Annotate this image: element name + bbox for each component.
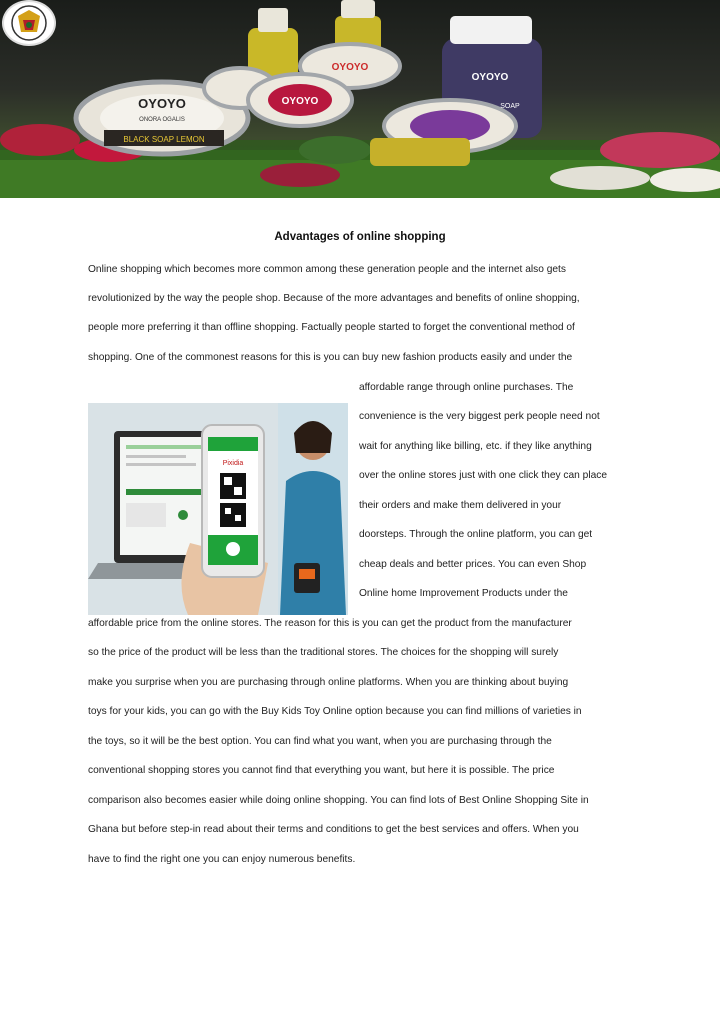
- svg-text:BLACK SOAP LEMON: BLACK SOAP LEMON: [123, 135, 205, 144]
- paragraph-line: comparison also becomes easier while doing online shopping. You can find lots of Best Online Shopping Site in: [88, 795, 589, 806]
- paragraph-line: make you surprise when you are purchasing through online platforms. When you are thinking about buying: [88, 677, 569, 688]
- paragraph-line: the toys, so it will be the best option. You can find what you want, when you are purchasing through the: [88, 736, 552, 747]
- svg-text:OYOYO: OYOYO: [138, 96, 186, 111]
- paragraph-line: people more preferring it than offline shopping. Factually people started to forget the conventional method of: [88, 322, 575, 333]
- paragraph-line: have to find the right one you can enjoy numerous benefits.: [88, 854, 356, 865]
- svg-text:Pixidia: Pixidia: [222, 460, 244, 467]
- article-title: Advantages of online shopping: [274, 231, 446, 243]
- svg-text:SOAP: SOAP: [500, 103, 520, 110]
- paragraph-line: Online home Improvement Products under the: [359, 588, 568, 599]
- paragraph-line: cheap deals and better prices. You can even Shop: [359, 559, 587, 570]
- svg-text:OYOYO: OYOYO: [281, 96, 319, 107]
- paragraph-line: revolutionized by the way the people shop. Because of the more advantages and benefits of online shopping,: [88, 293, 580, 304]
- paragraph-line: over the online stores just with one click they can place: [359, 470, 608, 481]
- svg-text:OYOYO: OYOYO: [331, 62, 369, 73]
- brand-emblem-icon: [4, 2, 54, 44]
- hero-banner: [0, 0, 720, 198]
- paragraph-line: doorsteps. Through the online platform, you can get: [359, 529, 593, 540]
- paragraph-line: Ghana but before step-in read about their terms and conditions to get the best services and offers. When you: [88, 824, 579, 835]
- paragraph-line: so the price of the product will be less than the traditional stores. The choices for the shopping will surely: [88, 647, 559, 658]
- paragraph-line: convenience is the very biggest perk people need not: [359, 411, 600, 422]
- paragraph-line: toys for your kids, you can go with the Buy Kids Toy Online option because you can find millions of varieties in: [88, 706, 582, 717]
- paragraph-line: affordable range through online purchases. The: [359, 382, 574, 393]
- paragraph-line: their orders and make them delivered in your: [359, 500, 562, 511]
- paragraph-line: wait for anything like billing, etc. if they like anything: [359, 441, 592, 452]
- svg-text:ONORA OGALIS: ONORA OGALIS: [139, 117, 185, 123]
- online-shopping-image: [88, 403, 348, 615]
- svg-text:OYOYO: OYOYO: [471, 72, 509, 83]
- product-photo: [0, 0, 720, 198]
- paragraph-line: Online shopping which becomes more common among these generation people and the internet also gets: [88, 264, 566, 275]
- paragraph-line: shopping. One of the commonest reasons for this is you can buy new fashion products easily and under the: [88, 352, 573, 363]
- paragraph-line: affordable price from the online stores. The reason for this is you can get the product from the manufacturer: [88, 618, 572, 629]
- paragraph-line: conventional shopping stores you cannot find that everything you want, but here it is possible. The price: [88, 765, 555, 776]
